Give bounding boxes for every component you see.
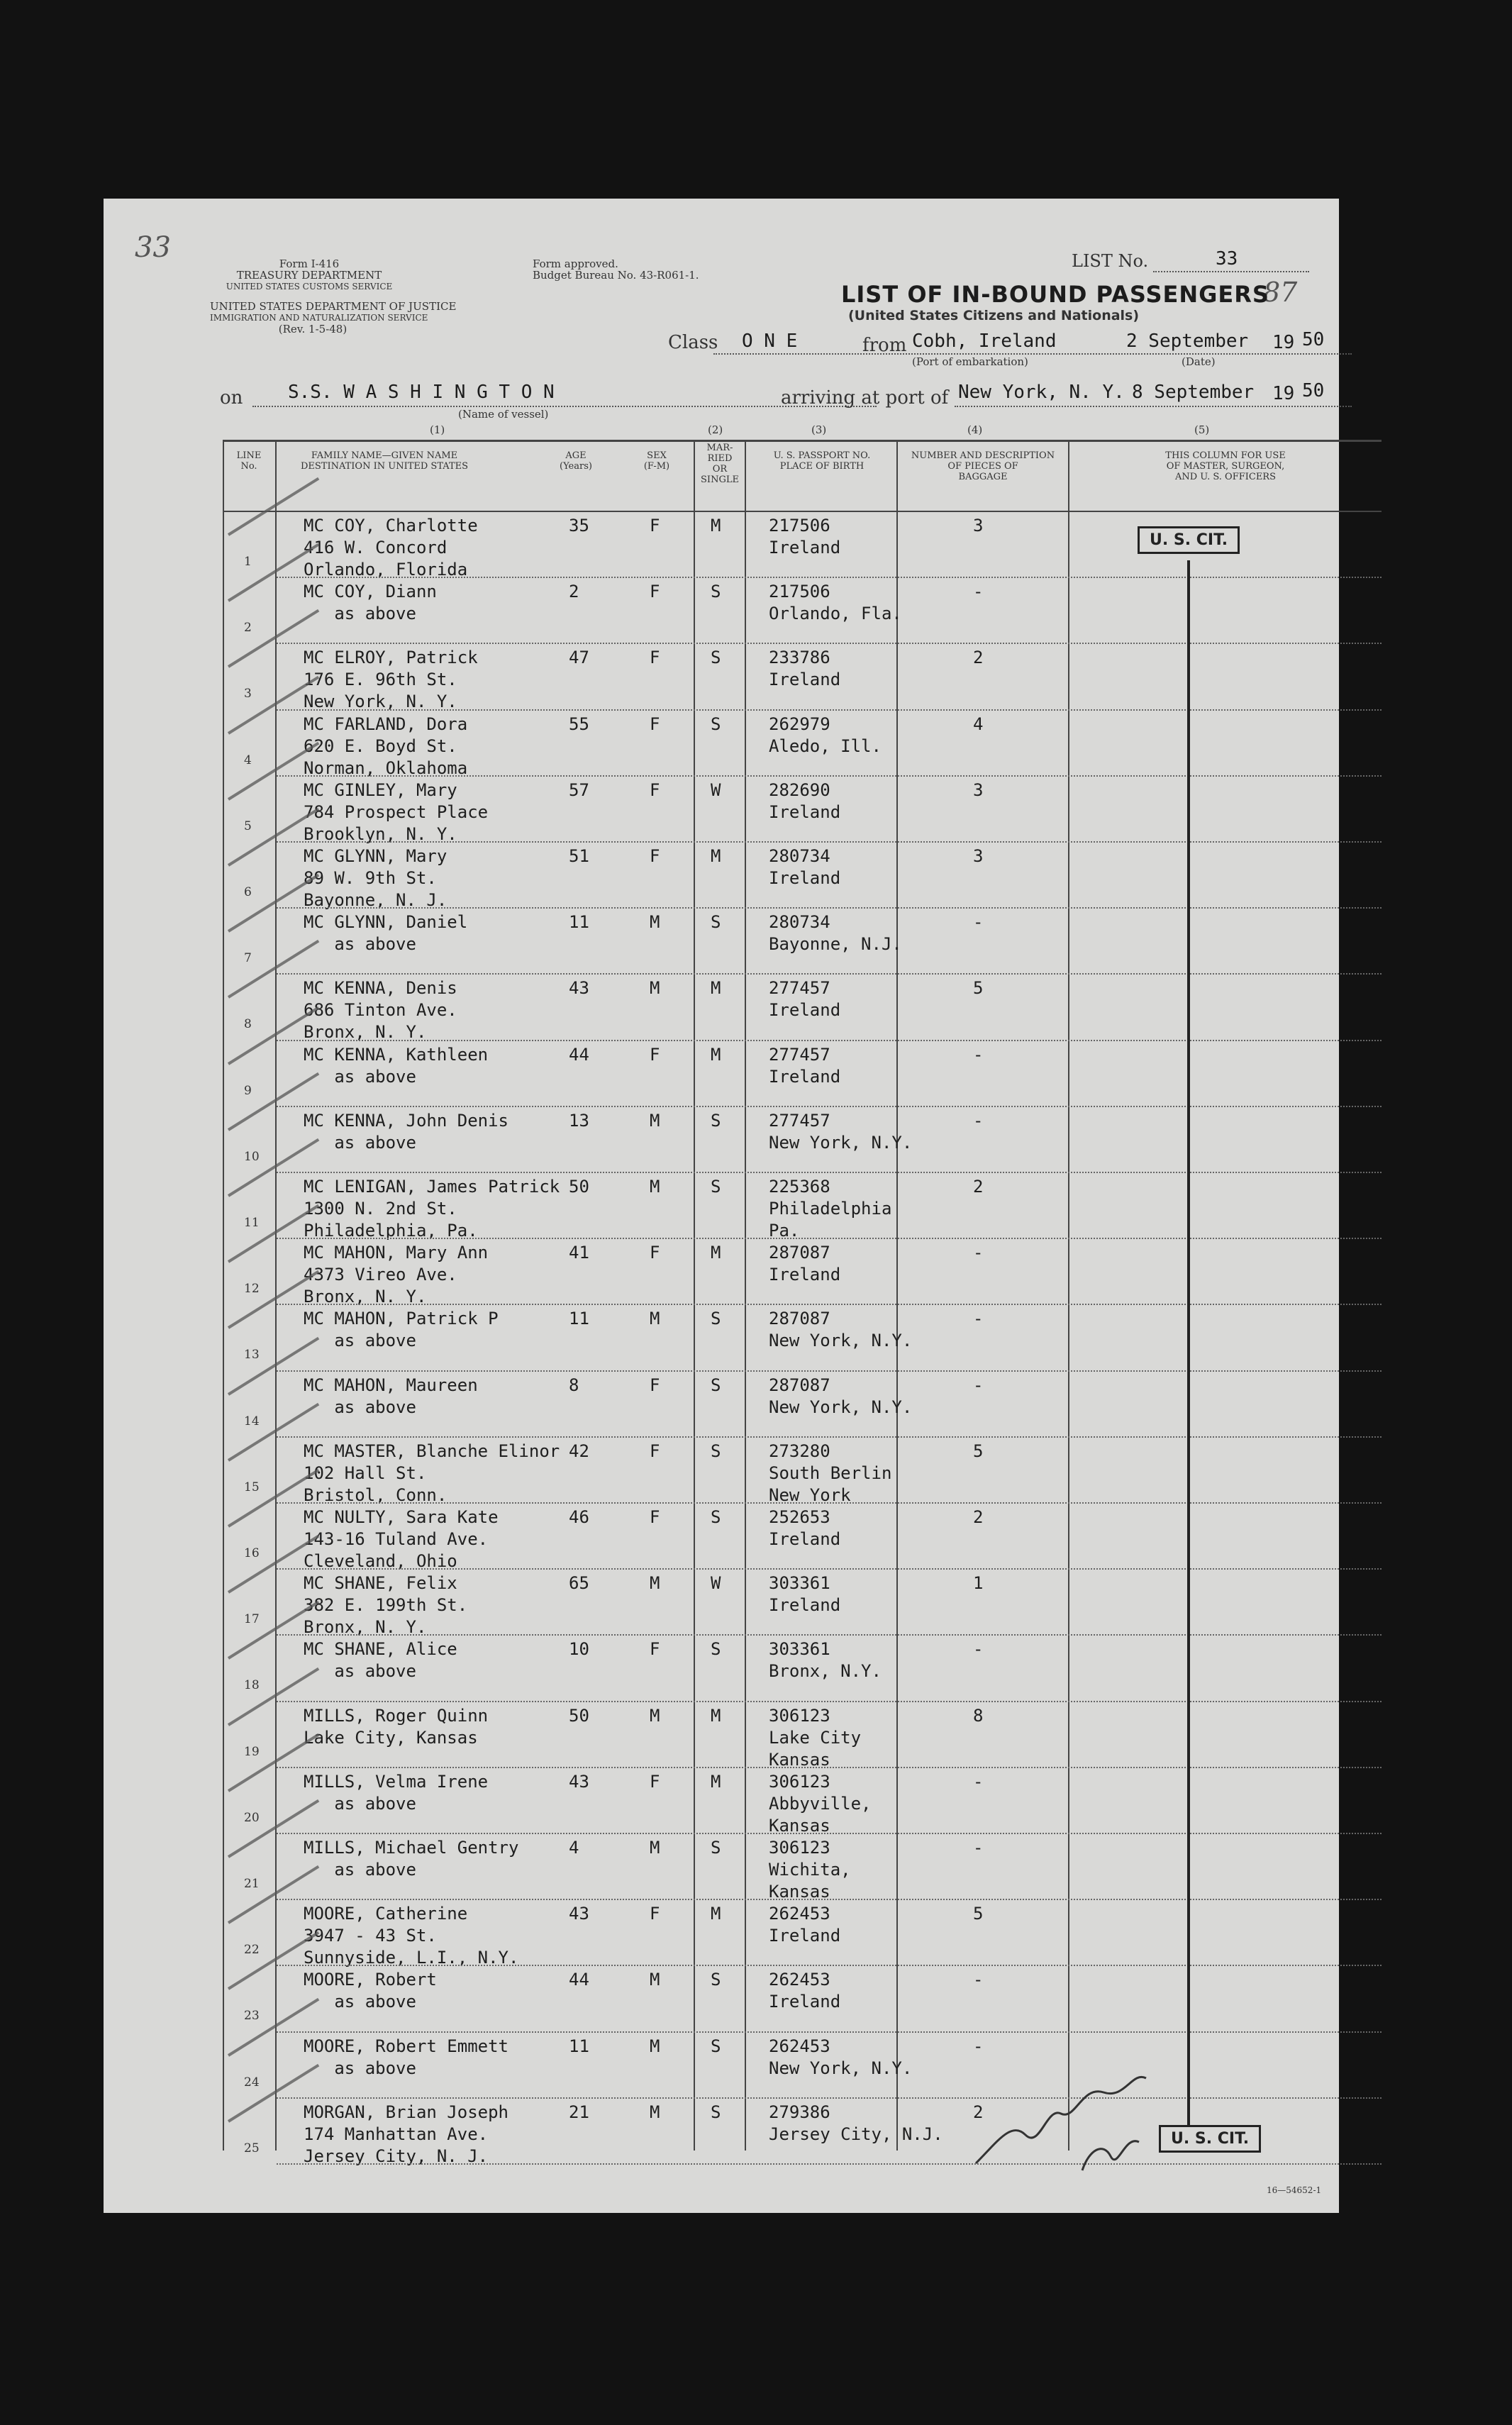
passenger-name-destination: MC COY, Diann as above bbox=[304, 582, 437, 624]
passport-birthplace: 217506 Orlando, Fla. bbox=[769, 582, 902, 624]
passport-birthplace: 303361 Bronx, N.Y. bbox=[769, 1639, 882, 1682]
baggage-count: 1 bbox=[973, 1573, 984, 1594]
age: 4 bbox=[569, 1838, 579, 1858]
arrival-date: 8 September bbox=[1132, 382, 1255, 403]
col-number-5: (5) bbox=[1194, 423, 1210, 436]
passenger-name-destination: MC SHANE, Felix 382 E. 199th St. Bronx, N. Y. bbox=[304, 1573, 468, 1638]
vessel-caption: (Name of vessel) bbox=[458, 408, 549, 421]
row-divider bbox=[277, 2031, 1382, 2033]
header-officers: THIS COLUMN FOR USE OF MASTER, SURGEON, AND U. S. OFFICERS bbox=[1165, 450, 1286, 482]
header-baggage: NUMBER AND DESCRIPTION OF PIECES OF BAGGAGE bbox=[911, 450, 1055, 482]
row-divider bbox=[277, 1502, 1382, 1504]
sex: F bbox=[650, 714, 660, 734]
line-number: 2 bbox=[244, 621, 252, 636]
passport-birthplace: 279386 Jersey City, N.J. bbox=[769, 2102, 943, 2144]
col-number-4: (4) bbox=[967, 423, 983, 436]
baggage-count: - bbox=[973, 1375, 984, 1395]
passport-birthplace: 306123 Wichita, Kansas bbox=[769, 1838, 851, 1902]
sex: F bbox=[650, 1507, 660, 1527]
row-divider bbox=[277, 709, 1382, 711]
passport-birthplace: 306123 Lake City Kansas bbox=[769, 1705, 862, 1770]
marital-status: M bbox=[711, 1705, 721, 1726]
sex: F bbox=[650, 648, 660, 668]
age: 10 bbox=[569, 1639, 589, 1660]
header-sex: SEX (F-M) bbox=[643, 450, 670, 472]
us-citizen-stamp-top: U. S. CIT. bbox=[1138, 526, 1240, 554]
line-number: 11 bbox=[244, 1216, 260, 1230]
age: 21 bbox=[569, 2102, 589, 2122]
row-divider bbox=[277, 2097, 1382, 2099]
revision-date: (Rev. 1-5-48) bbox=[278, 323, 348, 335]
passenger-name-destination: MC MASTER, Blanche Elinor 102 Hall St. Bristol, Conn. bbox=[304, 1441, 560, 1505]
age: 50 bbox=[569, 1705, 589, 1726]
baggage-count: 2 bbox=[973, 648, 984, 668]
baggage-count: 3 bbox=[973, 779, 984, 800]
col-number-1: (1) bbox=[430, 423, 445, 436]
age: 43 bbox=[569, 1904, 589, 1924]
row-divider bbox=[277, 775, 1382, 777]
line-number: 13 bbox=[244, 1348, 260, 1363]
passport-birthplace: 273280 South Berlin New York bbox=[769, 1441, 892, 1505]
line-number: 12 bbox=[244, 1282, 260, 1297]
row-divider bbox=[277, 1172, 1382, 1173]
baggage-count: 5 bbox=[973, 1441, 984, 1461]
form-approved: Form approved. bbox=[533, 257, 618, 270]
line-number: 20 bbox=[244, 1810, 260, 1825]
class-label: Class bbox=[668, 332, 718, 353]
row-divider bbox=[277, 1436, 1382, 1438]
baggage-count: - bbox=[973, 1838, 984, 1858]
arrival-port: New York, N. Y. bbox=[958, 382, 1125, 403]
col-divider-name bbox=[694, 440, 695, 2151]
line-number: 19 bbox=[244, 1744, 260, 1759]
marital-status: M bbox=[711, 1904, 721, 1924]
row-divider bbox=[277, 1833, 1382, 1834]
marital-status: S bbox=[711, 2036, 721, 2056]
passenger-manifest-page bbox=[104, 199, 1339, 2213]
row-divider bbox=[277, 1238, 1382, 1239]
marital-status: S bbox=[711, 648, 721, 668]
row-divider bbox=[277, 1899, 1382, 1900]
baggage-count: - bbox=[973, 1771, 984, 1792]
row-divider bbox=[277, 1634, 1382, 1636]
age: 2 bbox=[569, 582, 579, 602]
marital-status: S bbox=[711, 1177, 721, 1197]
passport-birthplace: 225368 Philadelphia Pa. bbox=[769, 1177, 892, 1241]
handwritten-signature bbox=[969, 2057, 1153, 2177]
marital-status: M bbox=[711, 978, 721, 999]
embarkation-caption: (Port of embarkation) bbox=[912, 355, 1028, 368]
baggage-count: - bbox=[973, 1110, 984, 1131]
baggage-count: - bbox=[973, 1970, 984, 1990]
baggage-count: 2 bbox=[973, 1507, 984, 1527]
baggage-count: 5 bbox=[973, 978, 984, 999]
age: 11 bbox=[569, 912, 589, 933]
list-no-value: 33 bbox=[1216, 248, 1238, 270]
line-number: 25 bbox=[244, 2141, 260, 2155]
list-no-label: LIST No. bbox=[1072, 251, 1149, 271]
marital-status: S bbox=[711, 582, 721, 602]
sex: M bbox=[650, 1970, 660, 1990]
line-number: 22 bbox=[244, 1943, 260, 1958]
passport-birthplace: 262979 Aledo, Ill. bbox=[769, 714, 882, 756]
customs-service: UNITED STATES CUSTOMS SERVICE bbox=[226, 282, 393, 292]
from-label: from bbox=[862, 335, 907, 356]
table-header-rule bbox=[223, 511, 1382, 512]
class-line-underline bbox=[713, 353, 1352, 355]
table-top-rule bbox=[223, 440, 1382, 442]
passenger-name-destination: MOORE, Robert Emmett as above bbox=[304, 2036, 508, 2078]
sex: M bbox=[650, 912, 660, 933]
age: 50 bbox=[569, 1177, 589, 1197]
line-number: 16 bbox=[244, 1546, 260, 1560]
line-number: 17 bbox=[244, 1612, 260, 1627]
sex: F bbox=[650, 1771, 660, 1792]
baggage-count: - bbox=[973, 912, 984, 933]
marital-status: S bbox=[711, 1838, 721, 1858]
age: 43 bbox=[569, 1771, 589, 1792]
marital-status: S bbox=[711, 1309, 721, 1329]
line-number: 5 bbox=[244, 818, 252, 833]
passenger-name-destination: MOORE, Catherine 3947 - 43 St. Sunnyside, L.I., N.Y. bbox=[304, 1904, 519, 1968]
handwritten-page-number: 87 bbox=[1263, 277, 1298, 308]
passenger-name-destination: MC MAHON, Mary Ann 4373 Vireo Ave. Bronx, N. Y. bbox=[304, 1243, 489, 1307]
passport-birthplace: 280734 Bayonne, N.J. bbox=[769, 912, 902, 955]
passenger-name-destination: MOORE, Robert as above bbox=[304, 1970, 437, 2012]
row-divider bbox=[277, 577, 1382, 578]
header-age: AGE (Years) bbox=[560, 450, 592, 472]
row-divider bbox=[277, 1568, 1382, 1570]
age: 35 bbox=[569, 516, 589, 536]
baggage-count: - bbox=[973, 2036, 984, 2056]
passenger-name-destination: MILLS, Michael Gentry as above bbox=[304, 1838, 519, 1880]
age: 65 bbox=[569, 1573, 589, 1594]
justice-dept: UNITED STATES DEPARTMENT OF JUSTICE bbox=[210, 300, 457, 313]
passport-birthplace: 277457 Ireland bbox=[769, 1044, 841, 1087]
document-subtitle: (United States Citizens and Nationals) bbox=[848, 308, 1140, 323]
row-divider bbox=[277, 1040, 1382, 1041]
passenger-name-destination: MC FARLAND, Dora 620 E. Boyd St. Norman, Oklahoma bbox=[304, 714, 468, 778]
sex: F bbox=[650, 1639, 660, 1660]
form-number: Form I-416 bbox=[279, 257, 340, 270]
line-number: 15 bbox=[244, 1480, 260, 1494]
sex: F bbox=[650, 779, 660, 800]
passport-birthplace: 277457 New York, N.Y. bbox=[769, 1110, 913, 1153]
passport-birthplace: 217506 Ireland bbox=[769, 516, 841, 557]
row-divider bbox=[277, 1106, 1382, 1107]
sex: F bbox=[650, 1044, 660, 1065]
passenger-name-destination: MC KENNA, Denis 686 Tinton Ave. Bronx, N. Y. bbox=[304, 978, 457, 1043]
marital-status: M bbox=[711, 846, 721, 866]
passport-birthplace: 306123 Abbyville, Kansas bbox=[769, 1771, 872, 1836]
line-number: 8 bbox=[244, 1017, 252, 1032]
col-number-2: (2) bbox=[708, 423, 723, 436]
age: 8 bbox=[569, 1375, 579, 1395]
row-divider bbox=[277, 1701, 1382, 1702]
passenger-name-destination: MILLS, Roger Quinn Lake City, Kansas bbox=[304, 1705, 489, 1748]
marital-status: S bbox=[711, 912, 721, 933]
arrival-year-suffix: 50 bbox=[1302, 380, 1325, 401]
row-divider bbox=[277, 1767, 1382, 1768]
baggage-count: 8 bbox=[973, 1705, 984, 1726]
arrival-year-prefix: 19 bbox=[1272, 383, 1295, 404]
row-divider bbox=[277, 973, 1382, 975]
passenger-name-destination: MC KENNA, John Denis as above bbox=[304, 1110, 508, 1153]
sex: M bbox=[650, 1309, 660, 1329]
passenger-name-destination: MORGAN, Brian Joseph 174 Manhattan Ave. Jersey City, N. J. bbox=[304, 2102, 508, 2166]
col-divider-passport bbox=[896, 440, 898, 2151]
sex: M bbox=[650, 1838, 660, 1858]
sex: M bbox=[650, 1705, 660, 1726]
passport-birthplace: 280734 Ireland bbox=[769, 846, 841, 888]
age: 13 bbox=[569, 1110, 589, 1131]
passport-birthplace: 233786 Ireland bbox=[769, 648, 841, 690]
age: 44 bbox=[569, 1970, 589, 1990]
port-of-embarkation: Cobh, Ireland bbox=[912, 331, 1057, 352]
line-number: 24 bbox=[244, 2075, 260, 2090]
passport-birthplace: 277457 Ireland bbox=[769, 978, 841, 1021]
passenger-name-destination: MC COY, Charlotte 416 W. Concord Orlando, Florida bbox=[304, 516, 478, 579]
line-number: 3 bbox=[244, 687, 252, 701]
col-divider-mar bbox=[745, 440, 746, 2151]
passenger-name-destination: MC NULTY, Sara Kate 143-16 Tuland Ave. Cleveland, Ohio bbox=[304, 1507, 499, 1571]
row-divider bbox=[277, 1304, 1382, 1305]
passport-birthplace: 262453 Ireland bbox=[769, 1970, 841, 2012]
passenger-name-destination: MC GINLEY, Mary 784 Prospect Place Brooklyn, N. Y. bbox=[304, 779, 489, 844]
year-suffix: 50 bbox=[1302, 329, 1325, 350]
sex: F bbox=[650, 1441, 660, 1461]
line-number: 9 bbox=[244, 1083, 252, 1098]
ditto-bracket-line bbox=[1187, 560, 1190, 2125]
baggage-count: 3 bbox=[973, 516, 984, 536]
marital-status: S bbox=[711, 1375, 721, 1395]
table-left-border bbox=[223, 440, 224, 2151]
baggage-count: - bbox=[973, 1044, 984, 1065]
line-number: 10 bbox=[244, 1149, 260, 1164]
sex: F bbox=[650, 1375, 660, 1395]
marital-status: M bbox=[711, 1771, 721, 1792]
baggage-count: - bbox=[973, 1243, 984, 1263]
ins-service: IMMIGRATION AND NATURALIZATION SERVICE bbox=[210, 313, 428, 323]
col-number-3: (3) bbox=[811, 423, 827, 436]
line-number: 4 bbox=[244, 753, 252, 767]
age: 41 bbox=[569, 1243, 589, 1263]
line-number: 21 bbox=[244, 1877, 260, 1891]
age: 57 bbox=[569, 779, 589, 800]
age: 11 bbox=[569, 2036, 589, 2056]
passport-birthplace: 252653 Ireland bbox=[769, 1507, 841, 1549]
passenger-name-destination: MC MAHON, Maureen as above bbox=[304, 1375, 478, 1417]
on-label: on bbox=[220, 387, 243, 409]
passenger-name-destination: MC MAHON, Patrick P as above bbox=[304, 1309, 499, 1351]
row-divider bbox=[277, 643, 1382, 644]
us-citizen-stamp-bottom: U. S. CIT. bbox=[1159, 2125, 1261, 2153]
passenger-name-destination: MC SHANE, Alice as above bbox=[304, 1639, 457, 1682]
handwritten-corner-number: 33 bbox=[135, 231, 171, 264]
document-title: LIST OF IN-BOUND PASSENGERS bbox=[841, 281, 1269, 308]
baggage-count: 4 bbox=[973, 714, 984, 734]
age: 51 bbox=[569, 846, 589, 866]
marital-status: S bbox=[711, 1441, 721, 1461]
header-line-no: LINE No. bbox=[236, 450, 262, 472]
passenger-name-destination: MC KENNA, Kathleen as above bbox=[304, 1044, 489, 1087]
passenger-name-destination: MC ELROY, Patrick 176 E. 96th St. New York, N. Y. bbox=[304, 648, 478, 712]
baggage-count: - bbox=[973, 1309, 984, 1329]
passport-birthplace: 287087 New York, N.Y. bbox=[769, 1375, 913, 1417]
marital-status: M bbox=[711, 1243, 721, 1263]
marital-status: W bbox=[711, 1573, 721, 1594]
passenger-name-destination: MC LENIGAN, James Patrick 1300 N. 2nd St. Philadelphia, Pa. bbox=[304, 1177, 560, 1241]
baggage-count: 2 bbox=[973, 2102, 984, 2122]
passport-birthplace: 287087 New York, N.Y. bbox=[769, 1309, 913, 1351]
line-number: 14 bbox=[244, 1414, 260, 1428]
vessel-name: S.S. W A S H I N G T O N bbox=[288, 382, 555, 403]
sex: M bbox=[650, 978, 660, 999]
passport-birthplace: 287087 Ireland bbox=[769, 1243, 841, 1285]
marital-status: S bbox=[711, 1639, 721, 1660]
sex: M bbox=[650, 2036, 660, 2056]
line-number: 23 bbox=[244, 2009, 260, 2024]
sex: F bbox=[650, 1904, 660, 1924]
baggage-count: - bbox=[973, 582, 984, 602]
year-prefix: 19 bbox=[1272, 332, 1295, 353]
marital-status: M bbox=[711, 1044, 721, 1065]
sex: M bbox=[650, 1573, 660, 1594]
sex: F bbox=[650, 846, 660, 866]
passport-birthplace: 262453 New York, N.Y. bbox=[769, 2036, 913, 2078]
header-married: MAR- RIED OR SINGLE bbox=[701, 443, 739, 485]
age: 44 bbox=[569, 1044, 589, 1065]
line-number: 7 bbox=[244, 951, 252, 966]
row-divider bbox=[277, 2163, 1382, 2165]
arrival-underline bbox=[955, 406, 1352, 407]
sex: F bbox=[650, 582, 660, 602]
passenger-name-destination: MILLS, Velma Irene as above bbox=[304, 1771, 489, 1814]
sex: M bbox=[650, 2102, 660, 2122]
marital-status: M bbox=[711, 516, 721, 536]
marital-status: S bbox=[711, 1507, 721, 1527]
col-divider-baggage bbox=[1068, 440, 1069, 2151]
baggage-count: - bbox=[973, 1639, 984, 1660]
class-value: O N E bbox=[742, 331, 798, 352]
age: 42 bbox=[569, 1441, 589, 1461]
treasury-dept: TREASURY DEPARTMENT bbox=[236, 269, 382, 282]
marital-status: S bbox=[711, 714, 721, 734]
age: 46 bbox=[569, 1507, 589, 1527]
marital-status: W bbox=[711, 779, 721, 800]
marital-status: S bbox=[711, 2102, 721, 2122]
passenger-name-destination: MC GLYNN, Daniel as above bbox=[304, 912, 468, 955]
row-divider bbox=[277, 907, 1382, 909]
passport-birthplace: 303361 Ireland bbox=[769, 1573, 841, 1616]
line-number: 1 bbox=[244, 555, 252, 569]
passport-birthplace: 282690 Ireland bbox=[769, 779, 841, 822]
form-print-code: 16—54652-1 bbox=[1267, 2185, 1322, 2195]
embarkation-date: 2 September bbox=[1126, 331, 1249, 352]
baggage-count: 3 bbox=[973, 846, 984, 866]
row-divider bbox=[277, 1965, 1382, 1966]
passport-birthplace: 262453 Ireland bbox=[769, 1904, 841, 1946]
header-name: FAMILY NAME—GIVEN NAME DESTINATION IN UNITED STATES bbox=[300, 450, 469, 472]
age: 11 bbox=[569, 1309, 589, 1329]
age: 43 bbox=[569, 978, 589, 999]
list-no-underline bbox=[1153, 271, 1309, 272]
row-divider bbox=[277, 841, 1382, 843]
line-number: 18 bbox=[244, 1678, 260, 1693]
passenger-name-destination: MC GLYNN, Mary 89 W. 9th St. Bayonne, N. J. bbox=[304, 846, 448, 910]
line-number: 6 bbox=[244, 885, 252, 899]
sex: F bbox=[650, 1243, 660, 1263]
marital-status: S bbox=[711, 1970, 721, 1990]
age: 47 bbox=[569, 648, 589, 668]
age: 55 bbox=[569, 714, 589, 734]
baggage-count: 2 bbox=[973, 1177, 984, 1197]
marital-status: S bbox=[711, 1110, 721, 1131]
row-divider bbox=[277, 1370, 1382, 1372]
date-caption: (Date) bbox=[1182, 355, 1216, 368]
baggage-count: 5 bbox=[973, 1904, 984, 1924]
arriving-label: arriving at port of bbox=[781, 387, 949, 409]
header-passport: U. S. PASSPORT NO. PLACE OF BIRTH bbox=[773, 450, 871, 472]
sex: M bbox=[650, 1177, 660, 1197]
sex: F bbox=[650, 516, 660, 536]
budget-bureau-no: Budget Bureau No. 43-R061-1. bbox=[533, 269, 699, 282]
sex: M bbox=[650, 1110, 660, 1131]
